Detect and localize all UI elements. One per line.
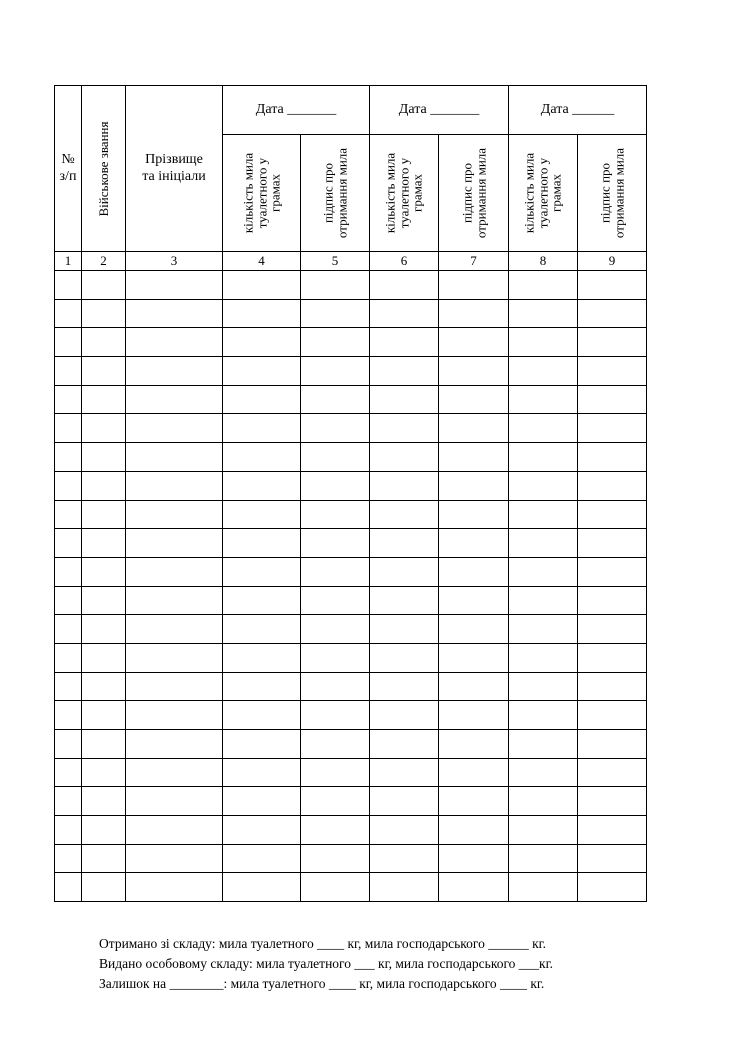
table-cell[interactable]	[82, 557, 126, 586]
table-row	[55, 385, 647, 414]
table-cell[interactable]	[509, 357, 578, 386]
table-cell[interactable]	[439, 471, 509, 500]
table-cell[interactable]	[126, 385, 223, 414]
table-cell[interactable]	[301, 443, 370, 472]
table-cell[interactable]	[82, 443, 126, 472]
table-cell[interactable]	[55, 873, 82, 902]
table-row	[55, 328, 647, 357]
table-cell[interactable]	[301, 557, 370, 586]
header-date-3-label: Дата ______	[540, 101, 615, 117]
table-cell[interactable]	[439, 357, 509, 386]
column-number: 4	[223, 252, 301, 271]
column-number: 7	[439, 252, 509, 271]
table-cell[interactable]	[82, 787, 126, 816]
table-cell[interactable]	[370, 615, 439, 644]
table-cell[interactable]	[509, 758, 578, 787]
table-cell[interactable]	[223, 357, 301, 386]
table-cell[interactable]	[370, 414, 439, 443]
table-cell[interactable]	[439, 730, 509, 759]
table-cell[interactable]	[370, 357, 439, 386]
table-cell[interactable]	[126, 730, 223, 759]
table-cell[interactable]	[370, 643, 439, 672]
table-cell[interactable]	[301, 271, 370, 300]
header-sign-3-label: підпис про отримання мила	[597, 147, 626, 239]
table-cell[interactable]	[55, 357, 82, 386]
header-sign-2	[439, 135, 509, 252]
header-num	[55, 86, 82, 252]
table-cell[interactable]	[509, 586, 578, 615]
table-cell[interactable]	[301, 643, 370, 672]
table-row	[55, 615, 647, 644]
table-cell[interactable]	[301, 385, 370, 414]
table-cell[interactable]	[509, 500, 578, 529]
table-cell[interactable]	[126, 443, 223, 472]
table-cell[interactable]	[509, 471, 578, 500]
table-cell[interactable]	[126, 357, 223, 386]
column-number: 9	[578, 252, 647, 271]
table-cell[interactable]	[223, 787, 301, 816]
table-cell[interactable]	[126, 873, 223, 902]
table-cell[interactable]	[82, 844, 126, 873]
table-cell[interactable]	[301, 844, 370, 873]
table-cell[interactable]	[370, 500, 439, 529]
table-cell[interactable]	[223, 471, 301, 500]
header-rank	[82, 86, 126, 252]
table-cell[interactable]	[55, 557, 82, 586]
table-cell[interactable]	[55, 701, 82, 730]
table-cell[interactable]	[82, 873, 126, 902]
table-cell[interactable]	[301, 500, 370, 529]
table-cell[interactable]	[82, 529, 126, 558]
column-number: 1	[55, 252, 82, 271]
header-date-2-label: Дата _______	[398, 101, 480, 117]
table-cell[interactable]	[370, 586, 439, 615]
header-sign-1	[301, 135, 370, 252]
table-cell[interactable]	[578, 844, 647, 873]
table-cell[interactable]	[439, 672, 509, 701]
table-cell[interactable]	[370, 557, 439, 586]
table-cell[interactable]	[370, 328, 439, 357]
table-cell[interactable]	[509, 787, 578, 816]
table-cell[interactable]	[509, 873, 578, 902]
table-cell[interactable]	[82, 586, 126, 615]
table-row	[55, 299, 647, 328]
table-cell[interactable]	[126, 758, 223, 787]
table-cell[interactable]	[82, 357, 126, 386]
table-cell[interactable]	[578, 672, 647, 701]
table-cell[interactable]	[578, 586, 647, 615]
table-cell[interactable]	[126, 328, 223, 357]
table-cell[interactable]	[301, 816, 370, 845]
table-cell[interactable]	[301, 615, 370, 644]
table-cell[interactable]	[370, 873, 439, 902]
table-cell[interactable]	[301, 701, 370, 730]
table-cell[interactable]	[509, 643, 578, 672]
table-row	[55, 873, 647, 902]
table-cell[interactable]	[126, 500, 223, 529]
table-cell[interactable]	[126, 615, 223, 644]
table-cell[interactable]	[370, 529, 439, 558]
header-sign-3	[578, 135, 647, 252]
table-cell[interactable]	[55, 844, 82, 873]
table-cell[interactable]	[578, 643, 647, 672]
table-cell[interactable]	[439, 529, 509, 558]
header-date-3	[509, 86, 647, 135]
table-cell[interactable]	[223, 758, 301, 787]
table-cell[interactable]	[126, 471, 223, 500]
table-cell[interactable]	[55, 385, 82, 414]
table-cell[interactable]	[439, 443, 509, 472]
table-cell[interactable]	[439, 873, 509, 902]
table-cell[interactable]	[439, 271, 509, 300]
table-row	[55, 816, 647, 845]
table-cell[interactable]	[370, 672, 439, 701]
table-cell[interactable]	[370, 271, 439, 300]
soap-issue-table	[54, 85, 647, 902]
table-cell[interactable]	[578, 471, 647, 500]
table-row	[55, 471, 647, 500]
table-row	[55, 701, 647, 730]
table-cell[interactable]	[578, 730, 647, 759]
table-cell[interactable]	[578, 787, 647, 816]
table-cell[interactable]	[223, 873, 301, 902]
header-name-label: Прізвище та ініціали	[142, 152, 206, 184]
table-cell[interactable]	[126, 701, 223, 730]
table-cell[interactable]	[55, 730, 82, 759]
table-cell[interactable]	[82, 701, 126, 730]
header-date-1	[223, 86, 370, 135]
table-cell[interactable]	[82, 816, 126, 845]
table-cell[interactable]	[301, 586, 370, 615]
table-cell[interactable]	[126, 414, 223, 443]
table-cell[interactable]	[301, 328, 370, 357]
table-cell[interactable]	[578, 529, 647, 558]
table-cell[interactable]	[439, 701, 509, 730]
table-cell[interactable]	[439, 787, 509, 816]
table-cell[interactable]	[55, 529, 82, 558]
table-cell[interactable]	[223, 844, 301, 873]
table-cell[interactable]	[439, 643, 509, 672]
table-cell[interactable]	[509, 615, 578, 644]
table-cell[interactable]	[301, 730, 370, 759]
table-cell[interactable]	[509, 844, 578, 873]
table-cell[interactable]	[301, 672, 370, 701]
table-cell[interactable]	[223, 586, 301, 615]
table-cell[interactable]	[509, 816, 578, 845]
column-number: 5	[301, 252, 370, 271]
table-cell[interactable]	[370, 844, 439, 873]
table-cell[interactable]	[223, 730, 301, 759]
table-cell[interactable]	[55, 414, 82, 443]
table-cell[interactable]	[223, 271, 301, 300]
table-cell[interactable]	[55, 615, 82, 644]
table-row	[55, 357, 647, 386]
table-cell[interactable]	[301, 758, 370, 787]
header-name	[126, 86, 223, 252]
table-cell[interactable]	[82, 615, 126, 644]
table-cell[interactable]	[126, 299, 223, 328]
table-cell[interactable]	[82, 672, 126, 701]
table-cell[interactable]	[439, 615, 509, 644]
column-number-row	[55, 252, 647, 271]
column-number: 6	[370, 252, 439, 271]
table-cell[interactable]	[223, 414, 301, 443]
table-cell[interactable]	[578, 299, 647, 328]
table-row	[55, 730, 647, 759]
table-cell[interactable]	[126, 672, 223, 701]
table-cell[interactable]	[55, 758, 82, 787]
table-cell[interactable]	[223, 328, 301, 357]
table-cell[interactable]	[126, 844, 223, 873]
issued-line: Видано особовому складу: мила туалетного ___ кг, мила господарського ___кг.	[99, 956, 553, 971]
table-cell[interactable]	[126, 816, 223, 845]
table-cell[interactable]	[301, 873, 370, 902]
received-line: Отримано зі складу: мила туалетного ____ кг, мила господарського ______ кг.	[99, 936, 547, 951]
column-number: 8	[509, 252, 578, 271]
table-cell[interactable]	[126, 271, 223, 300]
table-cell[interactable]	[370, 299, 439, 328]
table-cell[interactable]	[578, 557, 647, 586]
table-cell[interactable]	[439, 557, 509, 586]
table-cell[interactable]	[55, 328, 82, 357]
table-cell[interactable]	[370, 471, 439, 500]
table-cell[interactable]	[223, 529, 301, 558]
table-cell[interactable]	[223, 816, 301, 845]
table-cell[interactable]	[55, 643, 82, 672]
header-num-label: № з/п	[59, 152, 77, 184]
table-cell[interactable]	[301, 357, 370, 386]
table-cell[interactable]	[82, 271, 126, 300]
header-qty-3-label: кількість мила туалетного у грамах	[521, 152, 564, 234]
table-cell[interactable]	[55, 816, 82, 845]
table-cell[interactable]	[126, 586, 223, 615]
table-cell[interactable]	[578, 500, 647, 529]
table-cell[interactable]	[370, 443, 439, 472]
table-cell[interactable]	[126, 643, 223, 672]
table-cell[interactable]	[55, 672, 82, 701]
header-qty-2	[370, 135, 439, 252]
table-cell[interactable]	[301, 299, 370, 328]
table-cell[interactable]	[509, 385, 578, 414]
table-cell[interactable]	[55, 500, 82, 529]
table-cell[interactable]	[509, 414, 578, 443]
balance-line: Залишок на ________: мила туалетного ____ кг, мила господарського ____ кг.	[99, 976, 545, 991]
table-cell[interactable]	[301, 414, 370, 443]
table-cell[interactable]	[370, 701, 439, 730]
table-cell[interactable]	[578, 357, 647, 386]
table-cell[interactable]	[126, 529, 223, 558]
table-cell[interactable]	[439, 844, 509, 873]
table-row	[55, 844, 647, 873]
table-cell[interactable]	[82, 414, 126, 443]
table-cell[interactable]	[578, 328, 647, 357]
header-qty-3	[509, 135, 578, 252]
table-cell[interactable]	[578, 816, 647, 845]
table-cell[interactable]	[578, 414, 647, 443]
table-cell[interactable]	[55, 471, 82, 500]
table-row	[55, 500, 647, 529]
table-cell[interactable]	[439, 299, 509, 328]
column-number: 3	[126, 252, 223, 271]
table-cell[interactable]	[223, 672, 301, 701]
table-cell[interactable]	[439, 586, 509, 615]
table-cell[interactable]	[82, 328, 126, 357]
table-cell[interactable]	[223, 443, 301, 472]
table-cell[interactable]	[509, 299, 578, 328]
table-cell[interactable]	[370, 730, 439, 759]
header-qty-1	[223, 135, 301, 252]
column-number: 2	[82, 252, 126, 271]
table-cell[interactable]	[578, 701, 647, 730]
table-cell[interactable]	[55, 586, 82, 615]
table-cell[interactable]	[509, 730, 578, 759]
table-cell[interactable]	[82, 385, 126, 414]
table-cell[interactable]	[82, 500, 126, 529]
table-cell[interactable]	[439, 816, 509, 845]
header-sign-1-label: підпис про отримання мила	[320, 147, 349, 239]
table-cell[interactable]	[223, 643, 301, 672]
table-cell[interactable]	[509, 672, 578, 701]
table-cell[interactable]	[509, 557, 578, 586]
table-row	[55, 758, 647, 787]
table-row	[55, 557, 647, 586]
header-date-2	[370, 86, 509, 135]
table-cell[interactable]	[439, 414, 509, 443]
table-row	[55, 787, 647, 816]
table-cell[interactable]	[578, 443, 647, 472]
table-row	[55, 672, 647, 701]
table-cell[interactable]	[301, 787, 370, 816]
table-cell[interactable]	[223, 500, 301, 529]
table-cell[interactable]	[578, 271, 647, 300]
header-qty-1-label: кількість мила туалетного у грамах	[240, 152, 283, 234]
table-cell[interactable]	[223, 557, 301, 586]
table-cell[interactable]	[82, 758, 126, 787]
table-cell[interactable]	[126, 557, 223, 586]
table-cell[interactable]	[370, 758, 439, 787]
table-cell[interactable]	[509, 328, 578, 357]
table-cell[interactable]	[301, 529, 370, 558]
soap-summary	[99, 934, 553, 994]
table-cell[interactable]	[578, 385, 647, 414]
table-cell[interactable]	[55, 299, 82, 328]
table-cell[interactable]	[55, 271, 82, 300]
table-cell[interactable]	[509, 529, 578, 558]
table-cell[interactable]	[55, 443, 82, 472]
table-row	[55, 414, 647, 443]
table-row	[55, 586, 647, 615]
table-cell[interactable]	[509, 701, 578, 730]
table-cell[interactable]	[578, 758, 647, 787]
header-sign-2-label: підпис про отримання мила	[458, 147, 488, 239]
table-cell[interactable]	[578, 615, 647, 644]
table-row	[55, 529, 647, 558]
table-cell[interactable]	[509, 443, 578, 472]
table-cell[interactable]	[223, 701, 301, 730]
table-cell[interactable]	[439, 500, 509, 529]
table-cell[interactable]	[439, 758, 509, 787]
header-qty-2-label: кількість мила туалетного у грамах	[382, 152, 425, 234]
table-cell[interactable]	[439, 385, 509, 414]
table-row	[55, 443, 647, 472]
table-cell[interactable]	[223, 299, 301, 328]
table-cell[interactable]	[370, 816, 439, 845]
header-date-1-label: Дата _______	[255, 101, 337, 117]
table-cell[interactable]	[126, 787, 223, 816]
table-cell[interactable]	[370, 787, 439, 816]
table-cell[interactable]	[82, 299, 126, 328]
table-cell[interactable]	[439, 328, 509, 357]
table-cell[interactable]	[301, 471, 370, 500]
table-cell[interactable]	[370, 385, 439, 414]
table-row	[55, 643, 647, 672]
table-cell[interactable]	[55, 787, 82, 816]
table-cell[interactable]	[578, 873, 647, 902]
header-rank-label: Військове звання	[95, 121, 111, 216]
table-cell[interactable]	[82, 643, 126, 672]
table-cell[interactable]	[509, 271, 578, 300]
table-cell[interactable]	[223, 615, 301, 644]
table-row	[55, 271, 647, 300]
table-cell[interactable]	[82, 471, 126, 500]
table-cell[interactable]	[82, 730, 126, 759]
table-cell[interactable]	[223, 385, 301, 414]
